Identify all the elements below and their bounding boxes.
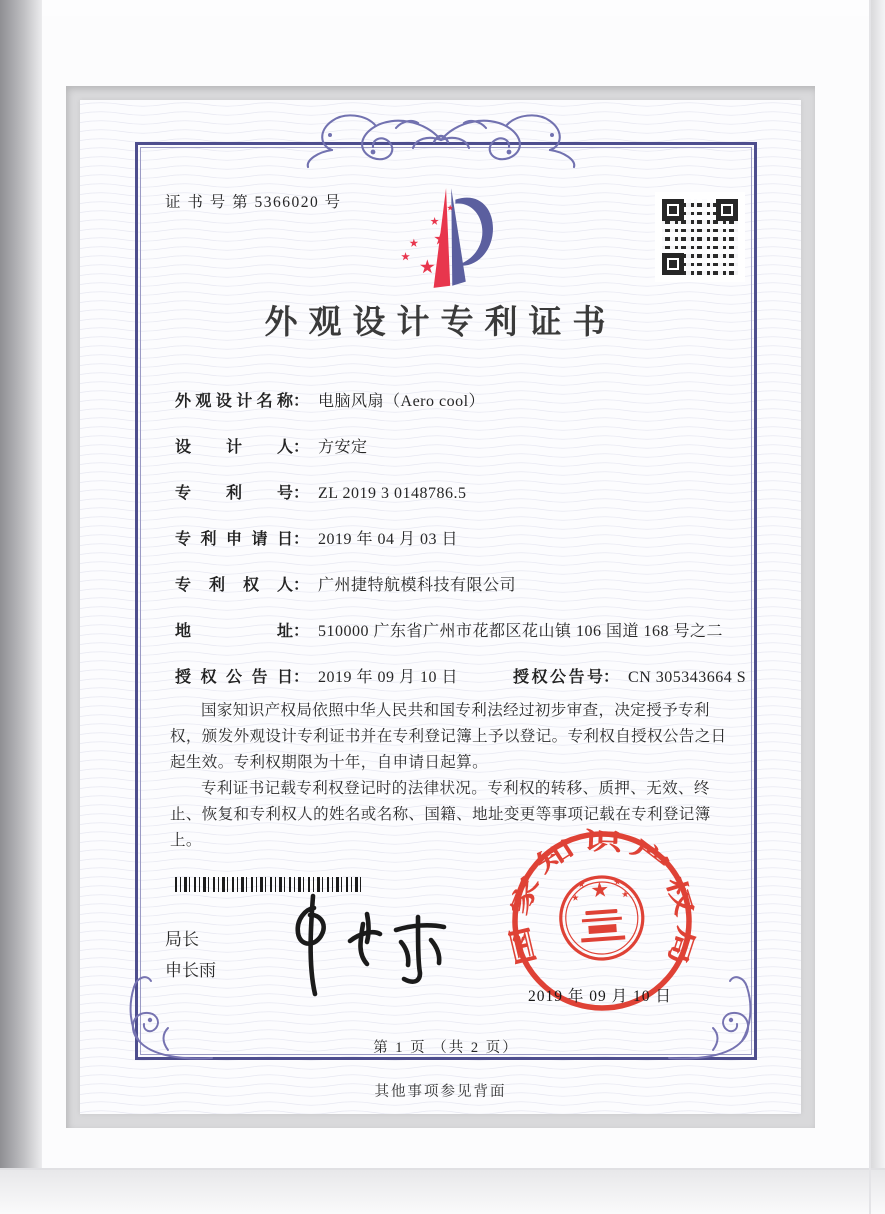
frame-edge-bottom <box>0 1168 885 1214</box>
field-row-patent-no: 专利号 ： ZL 2019 3 0148786.5 <box>175 480 771 507</box>
frame-mat <box>66 86 815 1128</box>
signer-name: 申长雨 <box>165 961 216 980</box>
field-value: 2019 年 09 月 10 日 <box>318 669 459 686</box>
qr-finder-icon <box>662 253 684 275</box>
qr-finder-icon <box>662 199 684 221</box>
field-row-grant: 授权公告日 ： 2019 年 09 月 10 日 授权公告号 ： CN 305343664 S <box>175 664 771 691</box>
cnipa-logo-icon <box>393 184 497 292</box>
frame-edge-right <box>870 0 885 1214</box>
field-label: 设计人 <box>175 439 293 456</box>
field-row-filing-date: 专利申请日 ： 2019 年 04 月 03 日 <box>175 526 771 553</box>
field-value: 510000 广东省广州市花都区花山镇 106 国道 168 号之二 <box>318 623 724 640</box>
qr-code <box>655 192 745 282</box>
page-indicator: 第 1 页 （共 2 页） <box>373 1040 519 1056</box>
paragraph: 专利证书记载专利权登记时的法律状况。专利权的转移、质押、无效、终止、恢复和专利权人的姓名或名称、国籍、地址变更等事项记载在专利登记簿上。 <box>170 780 711 849</box>
field-label: 专利申请日 <box>175 531 293 548</box>
frame-miter-line <box>869 0 871 1214</box>
field-value: 方安定 <box>318 439 368 456</box>
qr-finder-icon <box>716 199 738 221</box>
paragraph: 国家知识产权局依照中华人民共和国专利法经过初步审查，决定授予专利权，颁发外观设计专利证书并在专利登记簿上予以登记。专利权自授权公告之日起生效。专利权期限为十年，自申请日起算。 <box>170 702 727 771</box>
certificate-paper <box>80 100 801 1114</box>
field-value: 电脑风扇（Aero cool） <box>318 393 486 410</box>
field-value: CN 305343664 S <box>628 669 747 686</box>
field-value: 广州捷特航模科技有限公司 <box>318 577 517 594</box>
field-label: 专利权人 <box>175 577 293 594</box>
field-row-address: 地址 ： 510000 广东省广州市花都区花山镇 106 国道 168 号之二 <box>175 618 771 645</box>
signer-block <box>165 924 216 986</box>
field-label: 专利号 <box>175 485 293 502</box>
field-row-design-name: 外观设计名称 ： 电脑风扇（Aero cool） <box>175 388 771 415</box>
field-value: 2019 年 04 月 03 日 <box>318 531 459 548</box>
frame-edge-left <box>0 0 42 1214</box>
field-row-designer: 设计人 ： 方安定 <box>175 434 771 461</box>
field-list <box>175 388 771 710</box>
seal-date: 2019 年 09 月 10 日 <box>528 988 672 1005</box>
field-label: 外观设计名称 <box>175 393 293 410</box>
field-value: ZL 2019 3 0148786.5 <box>318 485 467 502</box>
signer-title: 局长 <box>165 930 199 949</box>
frame-miter-line <box>0 1168 885 1170</box>
certificate-title: 外观设计专利证书 <box>264 305 617 341</box>
back-note: 其他事项参见背面 <box>374 1084 507 1100</box>
frame-edge-top <box>0 0 885 16</box>
field-row-patentee: 专利权人 ： 广州捷特航模科技有限公司 <box>175 572 771 599</box>
certificate-number: 证 书 号 第 5366020 号 <box>165 194 342 211</box>
border-ornament-top-icon <box>276 108 606 170</box>
field-label: 授权公告号 <box>513 669 604 686</box>
svg-text:国家知识产权局: 国家知识产权局 <box>506 828 699 968</box>
signature-icon <box>270 888 465 1000</box>
field-label: 授权公告日 <box>175 669 293 686</box>
field-label: 地址 <box>175 623 293 640</box>
